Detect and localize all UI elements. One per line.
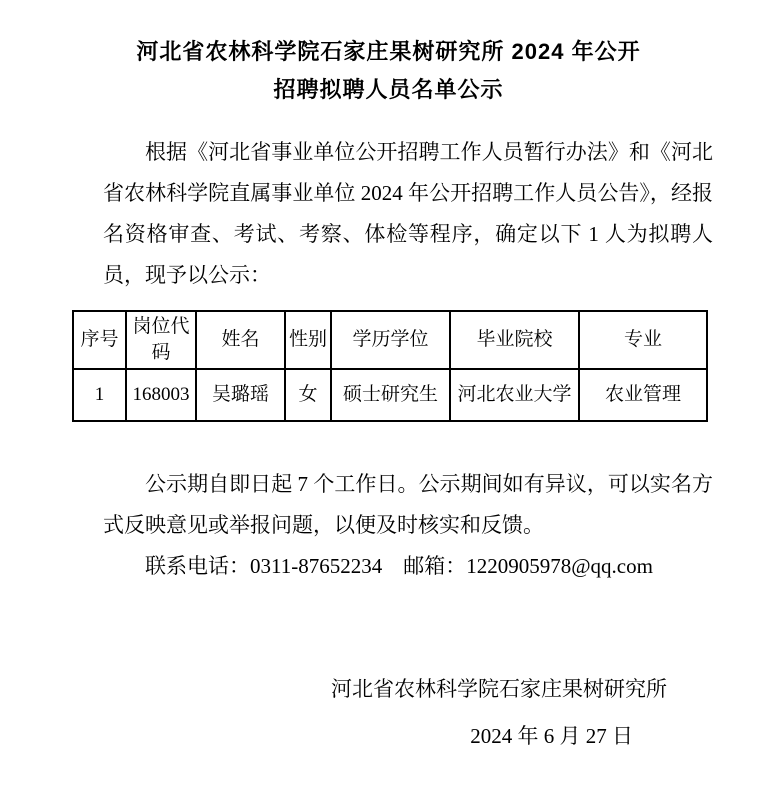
col-header-name: 姓名 [196,311,285,369]
col-header-gender: 性别 [285,311,331,369]
table-header-row [73,311,707,369]
cell-degree: 硕士研究生 [331,369,450,421]
signature-org: 河北省农林科学院石家庄果树研究所 [331,677,667,701]
cell-serial: 1 [73,369,126,421]
table-row [73,369,707,421]
document-title [60,33,717,109]
col-header-job-code: 岗位代码 [126,311,196,369]
document-title-line-2: 招聘拟聘人员名单公示 [273,77,504,102]
cell-university: 河北农业大学 [450,369,579,421]
col-header-major: 专业 [579,311,707,369]
cell-major: 农业管理 [579,369,707,421]
candidates-table [72,310,708,422]
notice-paragraph: 公示期自即日起 7 个工作日。公示期间如有异议，可以实名方式反映意见或举报问题，以便及时核实和反馈。 [103,472,713,537]
signature-date: 2024 年 6 月 27 日 [470,724,633,748]
cell-gender: 女 [285,369,331,421]
document-title-line-1: 河北省农林科学院石家庄果树研究所 2024 年公开 [136,39,641,64]
col-header-university: 毕业院校 [450,311,579,369]
contact-line: 联系电话：0311-87652234 邮箱：1220905978@qq.com [145,554,653,578]
cell-name: 吴璐瑶 [196,369,285,421]
col-header-serial: 序号 [73,311,126,369]
col-header-degree: 学历学位 [331,311,450,369]
cell-job-code: 168003 [126,369,196,421]
intro-paragraph: 根据《河北省事业单位公开招聘工作人员暂行办法》和《河北省农林科学院直属事业单位 2024 年公开招聘工作人员公告》，经报名资格审查、考试、考察、体检等程序，确定以下 1 人为拟聘人员，现予以公示： [103,140,713,287]
